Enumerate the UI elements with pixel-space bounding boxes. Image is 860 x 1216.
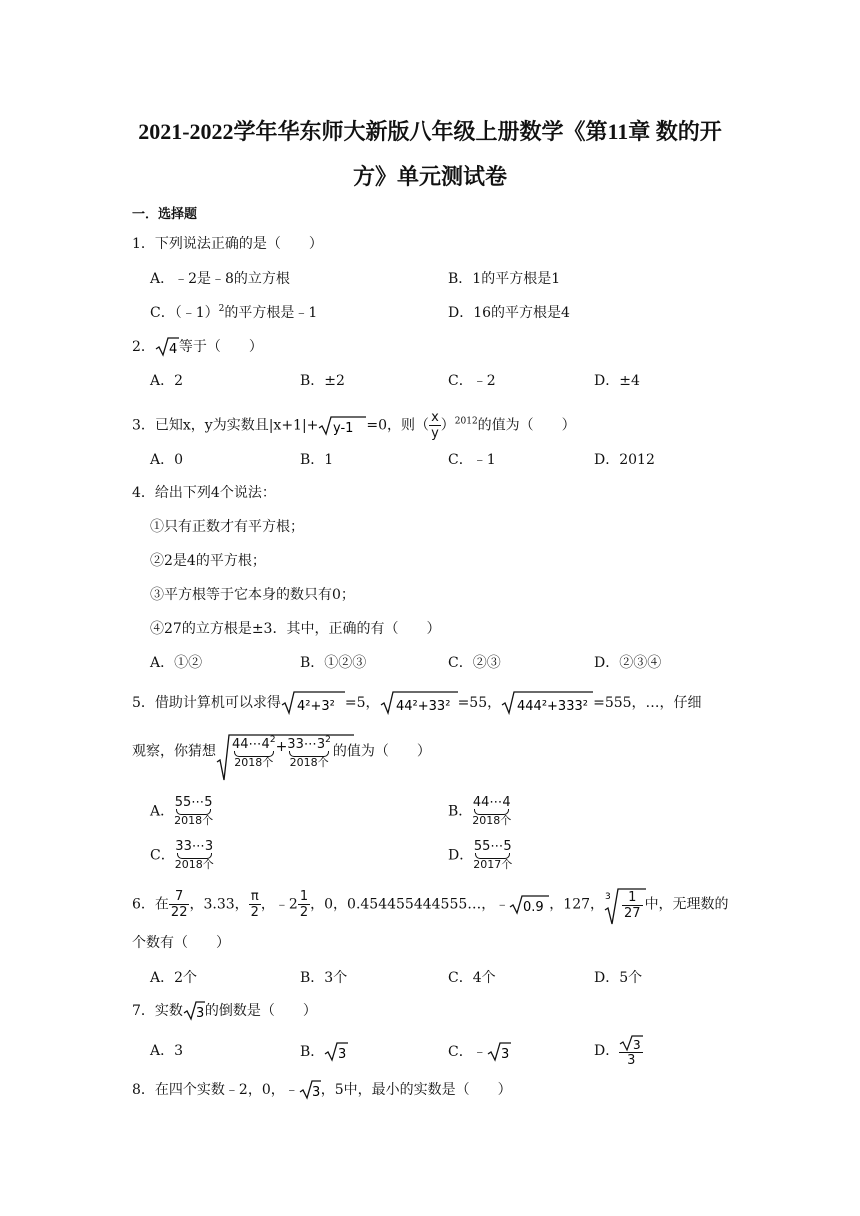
q2-option-c: C．﹣2 [448, 373, 496, 389]
q1-c-suffix: 的平方根是﹣1 [224, 305, 318, 321]
q5-big-radical [216, 734, 333, 769]
question-5-stem [132, 690, 702, 716]
question-2-stem [132, 336, 263, 358]
question-3-stem [132, 410, 576, 441]
q1-option-a: A．﹣2是﹣8的立方根 [150, 271, 290, 287]
q3-frac-numerator: x [431, 410, 439, 425]
q6-option-a: A．2个 [150, 970, 198, 986]
q6-text-a: ，3.33， [189, 896, 249, 913]
question-6-stem [132, 888, 729, 921]
q4-statement-3: ③平方根等于它本身的数只有0； [150, 587, 355, 603]
q3-option-c: C．﹣1 [448, 452, 496, 468]
q5-radicand-3: 444²+333² [517, 699, 589, 714]
q2-option-d: D．±4 [594, 373, 640, 389]
q4-statement-2: ②2是4的平方根； [150, 553, 266, 569]
question-5-line-2 [132, 734, 431, 769]
q3-option-d: D．2012 [594, 452, 655, 468]
q6-fraction-7-22 [169, 889, 190, 920]
q4-option-b: B．①②③ [300, 655, 367, 671]
q5-line2-prefix: 观察，你猜想 [132, 743, 216, 760]
q6-text-d: ，127， [549, 896, 605, 913]
q8-negative-sign: ﹣ [284, 1082, 299, 1098]
q4-statement-1: ①只有正数才有平方根； [150, 519, 304, 535]
q5-value-2: =55， [457, 695, 502, 711]
sqrt-symbol-icon [509, 894, 549, 916]
q2-option-b: B．±2 [300, 373, 345, 389]
q6-cube-root [604, 888, 645, 921]
q2-option-a: A．2 [150, 373, 184, 389]
question-6-line-2: 个数有（ ） [132, 935, 230, 951]
q5-a-count: 2018个 [174, 814, 214, 827]
q6-root-index: 3 [605, 892, 611, 902]
q1-c-exponent: 2 [218, 304, 225, 314]
q6-text-c: ，0，0.454455444555…，﹣ [310, 896, 510, 913]
q5-a-label: A． [150, 803, 175, 820]
q5-b-count: 2018个 [472, 814, 512, 827]
q5-d-count: 2017个 [473, 858, 513, 871]
q5-d-underbrace [473, 840, 512, 871]
q6-f1-den: 22 [170, 905, 188, 920]
q1-c-prefix: C．（﹣1） [150, 305, 219, 321]
exam-title-line-1: 2021-2022学年华东师大新版八年级上册数学《第11章 数的开 [138, 119, 722, 144]
q5-line2-suffix: 的值为（ ） [332, 743, 431, 760]
q3-radicand: y-1 [333, 420, 354, 436]
q7-c-label: C．﹣ [448, 1044, 487, 1060]
q6-suffix: 中，无理数的 [644, 896, 729, 913]
q5-value-3: =555，…，仔细 [593, 695, 702, 711]
q7-radicand: 3 [195, 1006, 205, 1021]
q8-radicand: 3 [311, 1085, 321, 1100]
q1-option-b: B．1的平方根是1 [448, 271, 561, 287]
q3-exponent: 2012 [454, 416, 478, 427]
sqrt-symbol-icon [318, 415, 366, 437]
sqrt-symbol-icon [619, 1034, 643, 1052]
q5-a-underbrace [174, 796, 213, 827]
q6-f3-num: 1 [299, 889, 309, 904]
question-4-stem: 4．给出下列4个说法： [132, 485, 276, 501]
q2-radicand: 4 [168, 342, 178, 357]
q5-c-label: C． [150, 847, 175, 864]
q5-exp-2: 2 [325, 734, 331, 745]
q7-b-radicand: 3 [338, 1047, 347, 1062]
q7-d-denominator: 3 [627, 1053, 636, 1068]
q7-prefix: 7．实数 [132, 1003, 183, 1019]
q6-f2-den: 2 [250, 905, 259, 920]
q7-d-radicand: 3 [633, 1038, 641, 1052]
sqrt-symbol-icon [501, 690, 593, 716]
q6-text-b: ，﹣2 [260, 896, 298, 913]
q3-fraction [429, 410, 441, 441]
sqrt-symbol-icon [380, 690, 458, 716]
sqrt-symbol-icon [299, 1079, 321, 1101]
q5-d-digits: 55⋯5 [473, 839, 512, 854]
q6-f4-den: 27 [624, 906, 641, 921]
q1-option-c [150, 303, 317, 323]
q6-fraction-pi-2 [249, 889, 261, 920]
sqrt-symbol-icon [183, 1000, 205, 1022]
q7-option-c [448, 1041, 511, 1063]
q6-f3-den: 2 [299, 905, 309, 920]
question-8-stem [132, 1079, 512, 1101]
q6-f1-num: 7 [169, 889, 190, 905]
q5-plus: + [275, 739, 288, 755]
q5-c-digits: 33⋯3 [175, 839, 214, 854]
q3-prefix: 3．已知x，y为实数且|x+1|+ [132, 417, 319, 434]
question-1-stem: 1．下列说法正确的是（ ） [132, 236, 323, 252]
q6-radicand: 0.9 [523, 899, 544, 915]
q5-exp-1: 2 [269, 734, 276, 745]
q3-option-b: B．1 [300, 452, 334, 468]
q3-option-a: A．0 [150, 452, 184, 468]
q4-option-c: C．②③ [448, 655, 501, 671]
q6-option-d: D．5个 [594, 970, 643, 986]
q5-repeated-4s: 44⋯4 [232, 736, 270, 752]
q5-option-c [150, 840, 214, 871]
q5-d-label: D． [448, 847, 474, 864]
question-7-stem [132, 1000, 317, 1022]
q5-radicand-2: 44²+33² [395, 699, 450, 714]
q5-count-1: 2018个 [234, 755, 274, 769]
exam-title-line-2: 方》单元测试卷 [352, 164, 507, 189]
q5-prefix: 5．借助计算机可以求得 [132, 695, 281, 711]
q7-d-numerator [619, 1034, 643, 1053]
q5-c-count: 2018个 [174, 858, 214, 871]
sqrt-symbol-icon [216, 734, 356, 784]
q7-suffix: 的倒数是（ ） [204, 1003, 317, 1019]
cube-root-symbol-icon [604, 888, 646, 926]
q5-value-1: =5， [344, 695, 380, 711]
q5-c-underbrace [175, 840, 214, 871]
q6-option-c: C．4个 [448, 970, 496, 986]
q6-f4-num: 1 [622, 890, 643, 906]
q5-b-label: B． [448, 803, 473, 820]
q7-b-label: B． [300, 1044, 325, 1060]
q4-option-a: A．①② [150, 655, 203, 671]
q4-statement-4: ④27的立方根是±3．其中，正确的有（ ） [150, 621, 441, 637]
q2-prefix: 2． [132, 339, 155, 355]
q6-option-b: B．3个 [300, 970, 348, 986]
q7-d-fraction [619, 1034, 643, 1068]
q7-option-d [594, 1034, 643, 1068]
q3-mid: =0，则（ [366, 417, 430, 434]
q7-d-label: D． [594, 1043, 620, 1059]
sqrt-symbol-icon [281, 690, 345, 716]
q7-option-a: A．3 [150, 1043, 184, 1059]
q6-f2-num: π [249, 889, 261, 905]
q2-suffix: 等于（ ） [178, 339, 263, 355]
q5-b-underbrace [472, 796, 511, 827]
section-heading: 一．选择题 [132, 207, 198, 222]
q6-prefix: 6．在 [132, 896, 169, 913]
q1-option-d: D．16的平方根是4 [448, 305, 570, 321]
q3-frac-denominator: y [431, 426, 439, 441]
q6-fraction-1-2 [298, 889, 310, 920]
q5-count-2: 2018个 [289, 755, 329, 769]
q5-b-digits: 44⋯4 [472, 795, 511, 810]
q3-suffix: 的值为（ ） [477, 417, 576, 434]
q7-c-radicand: 3 [500, 1047, 509, 1062]
sqrt-symbol-icon [324, 1041, 348, 1063]
q3-close-paren: ） [440, 417, 455, 434]
q4-option-d: D．②③④ [594, 655, 662, 671]
q5-a-digits: 55⋯5 [174, 795, 213, 810]
q5-radicand-1: 4²+3² [296, 699, 335, 714]
sqrt-symbol-icon [487, 1041, 511, 1063]
q5-option-a [150, 796, 213, 827]
q8-prefix: 8．在四个实数﹣2，0， [132, 1082, 285, 1098]
sqrt-symbol-icon [155, 336, 179, 358]
q8-suffix: ，5中，最小的实数是（ ） [320, 1082, 512, 1098]
q5-option-b [448, 796, 511, 827]
q5-repeated-3s: 33⋯3 [287, 736, 326, 752]
q5-option-d [448, 840, 512, 871]
q7-option-b [300, 1041, 348, 1063]
